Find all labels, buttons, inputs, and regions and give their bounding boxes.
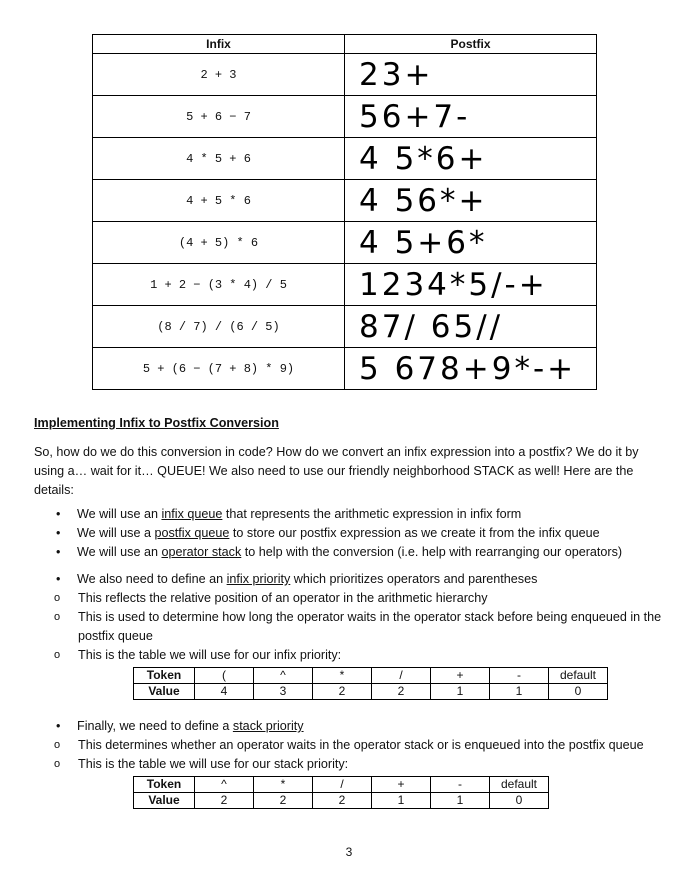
infix-expression: 1 + 2 − (3 * 4) / 5 [93,264,345,306]
bullet-text: to help with the conversion (i.e. help with rearranging our operators) [241,545,623,559]
table-row [93,138,597,180]
bullet-text: We will use a [77,526,155,540]
infix-expression: 4 * 5 + 6 [93,138,345,180]
postfix-cell [345,96,597,138]
value-cell: 0 [549,684,608,700]
token-cell: + [372,777,431,793]
token-label: Token [134,668,195,684]
postfix-header: Postfix [345,35,597,54]
handwritten-postfix: 87/ 65// [359,309,504,345]
value-cell: 2 [372,684,431,700]
intro-paragraph: So, how do we do this conversion in code? How do we convert an infix expression into a postfix? We do it by using a… wait for it… QUEUE! We also need to use our friendly neighborhood STACK as well! Here are the details: [34,445,639,497]
infix-expression: (4 + 5) * 6 [93,222,345,264]
postfix-cell [345,348,597,390]
postfix-cell [345,222,597,264]
table-row [93,54,597,96]
postfix-cell [345,138,597,180]
token-row [134,668,608,684]
infix-priority-table [133,667,608,700]
stack-priority-block [34,717,664,809]
bullet-text: to store our postfix expression as we create it from the infix queue [229,526,600,540]
value-cell: 2 [195,793,254,809]
term-infix-queue: infix queue [161,507,223,521]
bullet-text: which prioritizes operators and parentheses [290,572,538,586]
components-list [34,505,664,562]
value-cell: 4 [195,684,254,700]
value-cell: 1 [431,684,490,700]
token-cell: * [254,777,313,793]
table-row [93,348,597,390]
infix-expression: 5 + (6 − (7 + 8) * 9) [93,348,345,390]
value-cell: 3 [254,684,313,700]
list-item [34,543,664,562]
postfix-cell [345,180,597,222]
page-number: 3 [345,845,353,859]
section-heading: Implementing Infix to Postfix Conversion [34,416,279,430]
bullet-text: We also need to define an [77,572,227,586]
handwritten-postfix: 4 5*6+ [359,141,488,177]
sub-list-item: o This is used to determine how long the operator waits in the operator stack before being enqueued in the postfix queue [34,608,664,646]
stack-priority-sublist [34,736,664,774]
sub-list-item: o This is the table we will use for our stack priority: [34,755,664,774]
infix-expression: (8 / 7) / (6 / 5) [93,306,345,348]
value-label: Value [134,793,195,809]
term-operator-stack: operator stack [161,545,242,559]
token-cell: ( [195,668,254,684]
token-cell: * [313,668,372,684]
handwritten-postfix: 56+7- [359,99,471,135]
token-cell: - [431,777,490,793]
table-row [93,264,597,306]
bullet-text: Finally, we need to define a [77,719,233,733]
infix-priority-sublist [34,589,664,665]
term-infix-priority: infix priority [226,572,291,586]
infix-priority-block [34,570,664,700]
token-cell: / [372,668,431,684]
term-stack-priority: stack priority [232,719,304,733]
token-cell: - [490,668,549,684]
token-cell: default [490,777,549,793]
list-item [34,524,664,543]
handwritten-postfix: 5 678+9*-+ [359,351,577,387]
components-list-block [34,505,664,562]
token-label: Token [134,777,195,793]
list-item [34,505,664,524]
table-row [93,96,597,138]
value-cell: 0 [490,793,549,809]
conversion-section [34,414,664,500]
table-row [93,306,597,348]
value-label: Value [134,684,195,700]
infix-expression: 4 + 5 * 6 [93,180,345,222]
value-cell: 2 [313,793,372,809]
token-cell: + [431,668,490,684]
token-cell: / [313,777,372,793]
handwritten-postfix: 4 5+6* [359,225,488,261]
sub-list-item: o This is the table we will use for our infix priority: [34,646,664,665]
list-item [34,717,664,736]
value-row [134,684,608,700]
value-row [134,793,549,809]
value-cell: 1 [490,684,549,700]
table-row [93,222,597,264]
handwritten-postfix: 4 56*+ [359,183,488,219]
value-cell: 2 [254,793,313,809]
table-row [93,180,597,222]
token-row [134,777,549,793]
term-postfix-queue: postfix queue [154,526,230,540]
sub-list-item: o This reflects the relative position of an operator in the arithmetic hierarchy [34,589,664,608]
bullet-text: We will use an [77,545,162,559]
stack-priority-table [133,776,549,809]
table-header-row [93,35,597,54]
value-cell: 2 [313,684,372,700]
value-cell: 1 [372,793,431,809]
handwritten-postfix: 1234*5/-+ [359,267,548,303]
postfix-cell [345,264,597,306]
postfix-cell [345,54,597,96]
handwritten-postfix: 23+ [359,57,434,93]
value-cell: 1 [431,793,490,809]
infix-header: Infix [93,35,345,54]
sub-list-item: o This determines whether an operator waits in the operator stack or is enqueued into the postfix queue [34,736,664,755]
infix-expression: 2 + 3 [93,54,345,96]
infix-expression: 5 + 6 − 7 [93,96,345,138]
infix-priority-list [34,570,664,589]
bullet-text: We will use an [77,507,162,521]
bullet-text: that represents the arithmetic expression in infix form [222,507,522,521]
token-cell: ^ [254,668,313,684]
infix-postfix-table [92,34,597,390]
token-cell: default [549,668,608,684]
token-cell: ^ [195,777,254,793]
stack-priority-list [34,717,664,736]
postfix-cell [345,306,597,348]
list-item [34,570,664,589]
